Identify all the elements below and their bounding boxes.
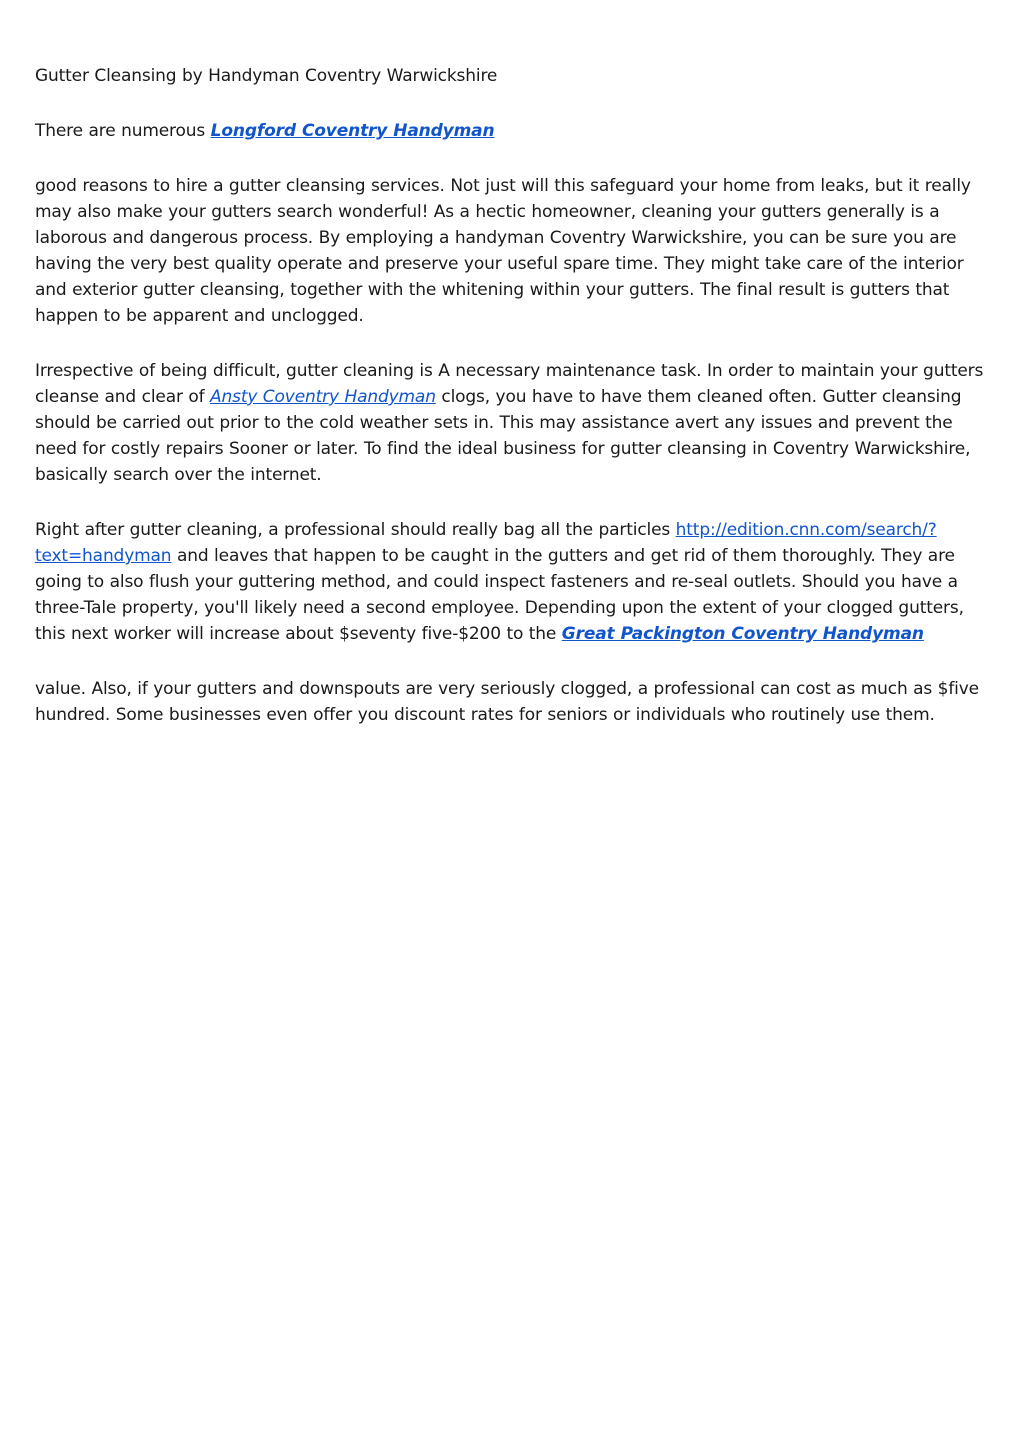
body-paragraph-4: value. Also, if your gutters and downspouts are very seriously clogged, a professional can cost as much as $five hundred. Some businesses even offer you discount rates for seniors or individuals who routinely use them. [35, 679, 979, 725]
great-packington-handyman-link[interactable]: Great Packington Coventry Handyman [561, 624, 924, 644]
ansty-handyman-link[interactable]: Ansty Coventry Handyman [210, 387, 436, 407]
body-paragraph-2 [35, 358, 993, 488]
longford-handyman-link[interactable]: Longford Coventry Handyman [210, 121, 495, 141]
body-paragraph-1: good reasons to hire a gutter cleansing services. Not just will this safeguard your home from leaks, but it really may also make your gutters search wonderful! As a hectic homeowner, cleaning your gutters generally is a laborous and dangerous process. By employing a handyman Coventry Warwickshire, you can be sure you are having the very best quality operate and preserve your useful spare time. They might take care of the interior and exterior gutter cleansing, together with the whitening within your gutters. The final result is gutters that happen to be apparent and unclogged. [35, 176, 971, 326]
paragraph-2-text-after: clogs, you have to have them cleaned often. Gutter cleansing should be carried out prior to the cold weather sets in. This may assistance avert any issues and prevent the need for costly repairs Sooner or later. To find the ideal business for gutter cleansing in Coventry Warwickshire, basically search over the internet. [35, 387, 971, 485]
intro-paragraph [35, 118, 993, 144]
body-paragraph-3 [35, 517, 993, 647]
intro-text: There are numerous [35, 121, 211, 141]
document-title: Gutter Cleansing by Handyman Coventry Warwickshire [35, 66, 498, 86]
cnn-search-link[interactable]: http://edition.cnn.com/search/?text=handyman [35, 520, 937, 566]
paragraph-2-text-before: Irrespective of being difficult, gutter cleaning is A necessary maintenance task. In order to maintain your gutters cleanse and clear of [35, 361, 984, 407]
paragraph-3-text-before: Right after gutter cleaning, a professional should really bag all the particles [35, 520, 676, 540]
paragraph-3-text-middle: and leaves that happen to be caught in the gutters and get rid of them thoroughly. They are going to also flush your guttering method, and could inspect fasteners and re-seal outlets. Should you have a three-Tale property, you'll likely need a second employee. Depending upon the extent of your clogged gutters, this next worker will increase about $seventy five-$200 to the [35, 546, 964, 644]
document-page [35, 63, 993, 728]
